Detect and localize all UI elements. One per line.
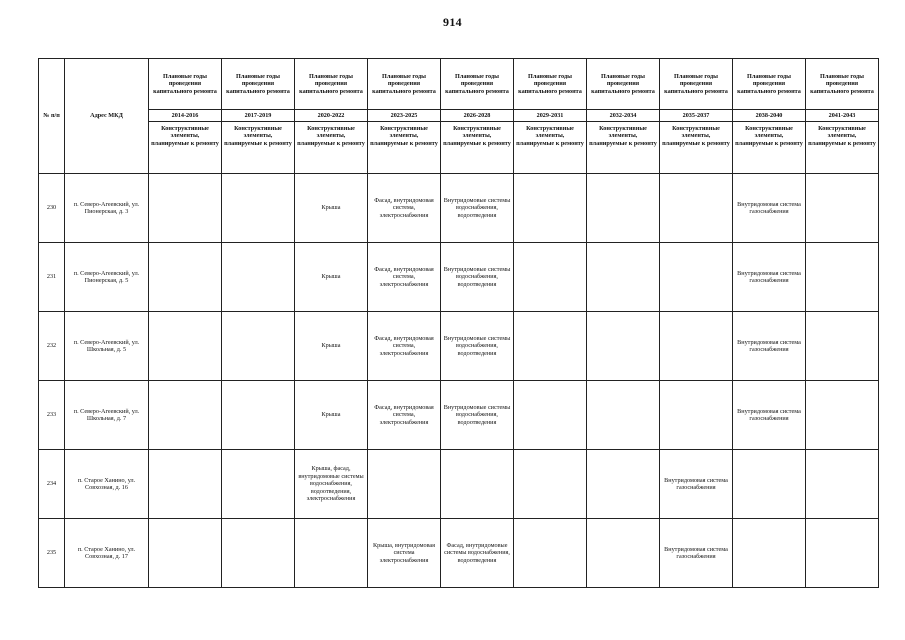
- repair-elements-cell: [441, 450, 514, 519]
- repair-elements-cell: Внутридомовая система газоснабжения: [733, 312, 806, 381]
- repair-elements-cell: Фасад, внутридомовая система, электроснабжения: [368, 312, 441, 381]
- repair-elements-cell: Внутридомовые системы водоснабжения, водоотведения: [441, 174, 514, 243]
- repair-elements-cell: [660, 174, 733, 243]
- period-header: Плановые годы проведения капитального ремонта: [149, 59, 222, 110]
- repair-elements-cell: [222, 312, 295, 381]
- repair-elements-cell: [295, 519, 368, 588]
- table-row: [39, 312, 879, 381]
- repair-elements-cell: Крыша: [295, 312, 368, 381]
- period-years: 2017-2019: [222, 110, 295, 122]
- row-address: п. Северо-Агеевский, ул. Пионерская, д. 5: [65, 243, 149, 312]
- repair-elements-cell: Фасад, внутридомовые системы водоснабжения, водоотведения: [441, 519, 514, 588]
- repair-elements-cell: Крыша, фасад, внутридомовые системы водоснабжения, водоотведения, электроснабжения: [295, 450, 368, 519]
- period-years: 2038-2040: [733, 110, 806, 122]
- row-address: п. Старое Ханино, ул. Совхозная, д. 17: [65, 519, 149, 588]
- repair-elements-cell: [149, 381, 222, 450]
- row-number: 231: [39, 243, 65, 312]
- elements-header: Конструктивные элементы, планируемые к ремонту: [733, 122, 806, 174]
- period-years: 2014-2016: [149, 110, 222, 122]
- repair-elements-cell: [149, 519, 222, 588]
- period-header: Плановые годы проведения капитального ремонта: [441, 59, 514, 110]
- period-years: 2032-2034: [587, 110, 660, 122]
- repair-elements-cell: [514, 174, 587, 243]
- repair-elements-cell: [733, 519, 806, 588]
- row-number: 234: [39, 450, 65, 519]
- table-row: [39, 519, 879, 588]
- repair-elements-cell: Фасад, внутридомовая система, электроснабжения: [368, 381, 441, 450]
- period-header: Плановые годы проведения капитального ремонта: [587, 59, 660, 110]
- repair-elements-cell: Крыша: [295, 243, 368, 312]
- repair-elements-cell: Внутридомовая система газоснабжения: [660, 519, 733, 588]
- capital-repair-table: [38, 58, 879, 588]
- elements-header: Конструктивные элементы, планируемые к ремонту: [660, 122, 733, 174]
- repair-elements-cell: Внутридомовые системы водоснабжения, водоотведения: [441, 381, 514, 450]
- repair-elements-cell: [733, 450, 806, 519]
- elements-header: Конструктивные элементы, планируемые к ремонту: [368, 122, 441, 174]
- row-number: 233: [39, 381, 65, 450]
- period-years: 2023-2025: [368, 110, 441, 122]
- table-row: [39, 174, 879, 243]
- elements-header: Конструктивные элементы, планируемые к ремонту: [514, 122, 587, 174]
- repair-elements-cell: [514, 243, 587, 312]
- period-header: Плановые годы проведения капитального ремонта: [295, 59, 368, 110]
- period-years: 2035-2037: [660, 110, 733, 122]
- address-column-header: Адрес МКД: [65, 59, 149, 174]
- page-number: 914: [443, 15, 462, 29]
- repair-elements-cell: Внутридомовая система газоснабжения: [733, 381, 806, 450]
- repair-elements-cell: [806, 174, 879, 243]
- repair-elements-cell: Внутридомовая система газоснабжения: [660, 450, 733, 519]
- repair-elements-cell: [587, 243, 660, 312]
- repair-elements-cell: Крыша: [295, 174, 368, 243]
- repair-elements-cell: [660, 312, 733, 381]
- repair-elements-cell: [587, 381, 660, 450]
- repair-elements-cell: Внутридомовая система газоснабжения: [733, 174, 806, 243]
- repair-elements-cell: [149, 174, 222, 243]
- repair-elements-cell: [587, 450, 660, 519]
- repair-elements-cell: Внутридомовые системы водоснабжения, водоотведения: [441, 312, 514, 381]
- repair-elements-cell: [806, 312, 879, 381]
- period-header: Плановые годы проведения капитального ремонта: [806, 59, 879, 110]
- repair-elements-cell: Фасад, внутридомовая система, электроснабжения: [368, 243, 441, 312]
- num-column-header: № п/п: [39, 59, 65, 174]
- repair-elements-cell: Крыша, внутридомовая система электроснабжения: [368, 519, 441, 588]
- elements-header: Конструктивные элементы, планируемые к ремонту: [222, 122, 295, 174]
- repair-elements-cell: [587, 312, 660, 381]
- elements-header: Конструктивные элементы, планируемые к ремонту: [149, 122, 222, 174]
- table-row: [39, 381, 879, 450]
- repair-elements-cell: [368, 450, 441, 519]
- row-address: п. Старое Ханино, ул. Совхозная, д. 16: [65, 450, 149, 519]
- table-row: [39, 243, 879, 312]
- row-number: 232: [39, 312, 65, 381]
- repair-elements-cell: [806, 450, 879, 519]
- repair-elements-cell: [149, 243, 222, 312]
- row-number: 235: [39, 519, 65, 588]
- repair-elements-cell: Фасад, внутридомовая система, электроснабжения: [368, 174, 441, 243]
- table-row: [39, 450, 879, 519]
- repair-elements-cell: [806, 381, 879, 450]
- repair-elements-cell: [514, 312, 587, 381]
- repair-elements-cell: Крыша: [295, 381, 368, 450]
- repair-elements-cell: [806, 519, 879, 588]
- row-number: 230: [39, 174, 65, 243]
- period-header: Плановые годы проведения капитального ремонта: [733, 59, 806, 110]
- period-years: 2029-2031: [514, 110, 587, 122]
- repair-elements-cell: [587, 519, 660, 588]
- repair-elements-cell: Внутридомовые системы водоснабжения, водоотведения: [441, 243, 514, 312]
- period-header: Плановые годы проведения капитального ремонта: [222, 59, 295, 110]
- period-years: 2020-2022: [295, 110, 368, 122]
- repair-elements-cell: [222, 519, 295, 588]
- repair-elements-cell: [222, 174, 295, 243]
- elements-header: Конструктивные элементы, планируемые к ремонту: [441, 122, 514, 174]
- elements-header: Конструктивные элементы, планируемые к ремонту: [295, 122, 368, 174]
- repair-elements-cell: [514, 519, 587, 588]
- repair-elements-cell: [149, 312, 222, 381]
- repair-elements-cell: Внутридомовая система газоснабжения: [733, 243, 806, 312]
- row-address: п. Северо-Агеевский, ул. Пионерская, д. 3: [65, 174, 149, 243]
- table-body: [39, 174, 879, 588]
- elements-header: Конструктивные элементы, планируемые к ремонту: [587, 122, 660, 174]
- row-address: п. Северо-Агеевский, ул. Школьная, д. 7: [65, 381, 149, 450]
- repair-elements-cell: [514, 450, 587, 519]
- repair-elements-cell: [806, 243, 879, 312]
- period-years: 2041-2043: [806, 110, 879, 122]
- period-years: 2026-2028: [441, 110, 514, 122]
- repair-elements-cell: [514, 381, 587, 450]
- repair-elements-cell: [587, 174, 660, 243]
- repair-elements-cell: [222, 243, 295, 312]
- repair-elements-cell: [660, 381, 733, 450]
- repair-elements-cell: [222, 450, 295, 519]
- row-address: п. Северо-Агеевский, ул. Школьная, д. 5: [65, 312, 149, 381]
- repair-elements-cell: [222, 381, 295, 450]
- period-header: Плановые годы проведения капитального ремонта: [368, 59, 441, 110]
- elements-header: Конструктивные элементы, планируемые к ремонту: [806, 122, 879, 174]
- period-header: Плановые годы проведения капитального ремонта: [514, 59, 587, 110]
- period-header: Плановые годы проведения капитального ремонта: [660, 59, 733, 110]
- repair-elements-cell: [660, 243, 733, 312]
- table-header: [39, 59, 879, 174]
- repair-elements-cell: [149, 450, 222, 519]
